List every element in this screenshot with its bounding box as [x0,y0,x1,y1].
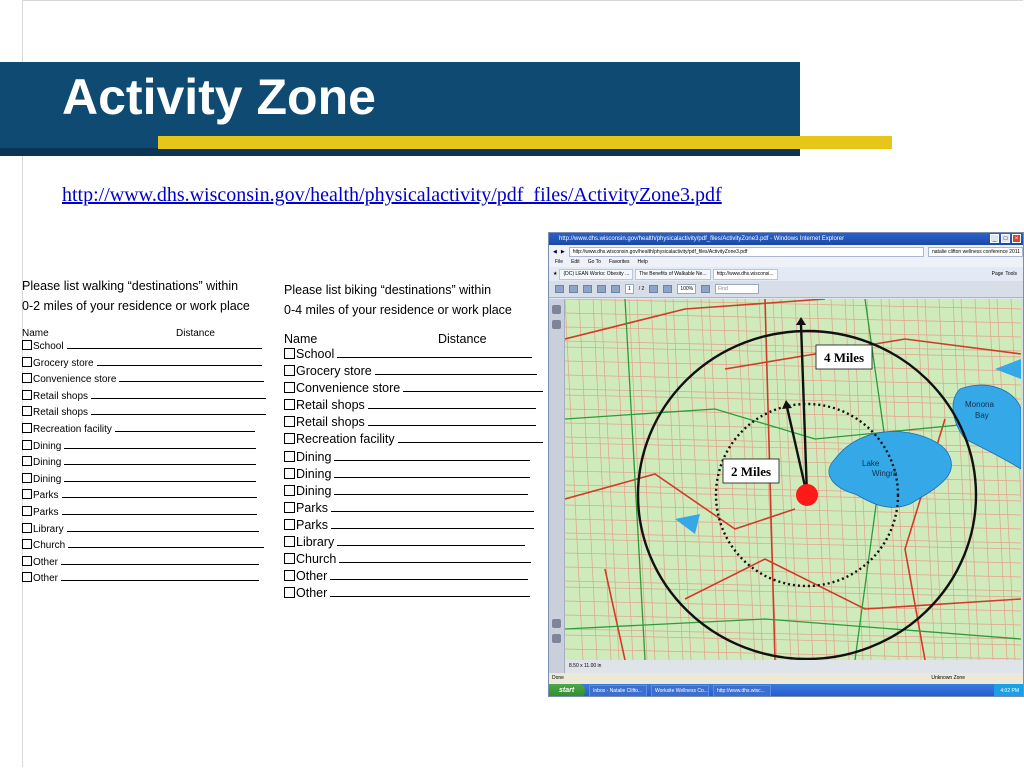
checkbox-icon[interactable] [284,416,295,427]
fill-in-line[interactable] [331,527,534,529]
fill-in-line[interactable] [330,595,530,597]
address-bar [549,245,1023,258]
bay-label-line1: Monona [965,400,994,409]
checkbox-icon[interactable] [284,587,295,598]
biking-heading-2: 0-4 miles of your residence or work place [284,303,512,317]
walking-item[interactable] [22,555,272,572]
checkbox-icon[interactable] [22,556,32,566]
fill-in-line[interactable] [61,563,259,565]
pdf-viewer [549,299,1024,673]
fill-in-line[interactable] [91,413,266,415]
fill-in-line[interactable] [368,407,536,409]
walking-item-label: Grocery store [33,357,94,369]
fill-in-line[interactable] [403,390,543,392]
biking-item[interactable] [284,500,554,517]
biking-item-label: Retail shops [296,398,365,413]
walking-column-headers [22,328,272,339]
biking-item[interactable] [284,363,554,380]
biking-item-label: Parks [296,517,328,532]
taskbar-item-worksite[interactable]: Worksite Wellness Co... [651,685,709,697]
biking-item[interactable] [284,346,554,363]
fill-in-line[interactable] [368,424,536,426]
window-controls [990,234,1021,243]
checkbox-icon[interactable] [22,423,32,433]
taskbar-item-browser[interactable]: http://www.dhs.wisc... [713,685,771,697]
biking-item-label: Other [296,569,328,584]
fill-in-line[interactable] [398,441,543,443]
fill-in-line[interactable] [61,579,259,581]
fill-in-line[interactable] [339,561,531,563]
taskbar [549,684,1024,697]
biking-item[interactable] [284,483,554,500]
pdf-side-panel [549,299,565,673]
biking-item[interactable] [284,449,554,466]
walking-item[interactable] [22,472,272,489]
tab-1[interactable]: (DC) LEAN Works: Obesity ... [559,269,633,280]
biking-item-label: Recreation facility [296,432,395,447]
fill-in-line[interactable] [64,447,256,449]
zoom-in-icon[interactable] [663,285,672,293]
fill-in-line[interactable] [331,510,534,512]
print-icon[interactable] [569,285,578,293]
page-menu[interactable]: Page [991,271,1004,277]
window-title: http://www.dhs.wisconsin.gov/health/physicalactivity/pdf_files/ActivityZone3.pdf - Windows Internet Explorer [559,236,845,242]
biking-item-label: Grocery store [296,364,372,379]
biking-item[interactable] [284,380,554,397]
checkbox-icon[interactable] [284,485,295,496]
lake-label-line1: Lake [862,459,880,468]
walking-item-label: Retail shops [33,407,89,419]
fill-in-line[interactable] [67,347,262,349]
status-bar [549,673,1024,684]
tools-menu[interactable]: Tools [1005,271,1017,277]
checkbox-icon[interactable] [22,373,32,383]
zoom-field[interactable]: 100% [677,284,696,294]
checkbox-icon[interactable] [284,348,295,359]
favorites-star-icon[interactable]: ★ [553,271,558,277]
comments-icon[interactable] [552,619,561,628]
fill-in-line[interactable] [375,373,537,375]
save-icon[interactable] [555,285,564,293]
fill-in-line[interactable] [62,513,257,515]
minimize-icon[interactable]: _ [990,234,999,243]
checkbox-icon[interactable] [22,440,32,450]
walking-item-label: Library [33,523,64,535]
fill-in-line[interactable] [334,476,530,478]
walking-items [22,339,272,588]
tab-2[interactable]: The Benefits of Walkable Ne... [635,269,710,280]
fill-in-line[interactable] [97,364,262,366]
menu-edit[interactable]: Edit [571,259,580,265]
fill-in-line[interactable] [67,530,259,532]
biking-item[interactable] [284,551,554,568]
start-button[interactable]: start [549,684,585,697]
tab-bar [549,267,1023,281]
biking-item-label: Retail shops [296,415,365,430]
checkbox-icon[interactable] [284,553,295,564]
back-icon[interactable]: ◀ [553,248,557,255]
zoom-out-icon[interactable] [649,285,658,293]
checkbox-icon[interactable] [284,519,295,530]
biking-item-label: Dining [296,483,332,498]
biking-item[interactable] [284,517,554,534]
walking-col-name: Name [22,328,49,339]
four-mile-label: 4 Miles [823,350,865,365]
search-input[interactable]: natalie clifton wellness conference 2011 [928,247,1023,257]
checkbox-icon[interactable] [284,468,295,479]
browser-screenshot [548,232,1024,697]
origin-marker [796,484,818,506]
checkbox-icon[interactable] [22,456,32,466]
walking-heading-1: Please list walking “destinations” within [22,279,239,293]
activity-zone-map [565,299,1021,660]
checkbox-icon[interactable] [284,433,295,444]
security-zone: Unknown Zone [931,675,965,681]
walking-item-label: Other [33,556,59,568]
fill-in-line[interactable] [119,380,264,382]
biking-item[interactable] [284,414,554,431]
bookmarks-icon[interactable] [552,320,561,329]
walking-item-label: Other [33,573,59,585]
biking-item-label: Church [296,552,337,567]
biking-item-label: Dining [296,466,332,481]
taskbar-item-inbox[interactable]: Inbox - Natalie Clifto... [589,685,647,697]
walking-item-label: Parks [33,506,59,518]
biking-item-label: School [296,347,335,361]
walking-item[interactable] [22,455,272,472]
page-number-field[interactable]: 1 [625,284,634,294]
checkbox-icon[interactable] [284,451,295,462]
page-size: 8.50 x 11.00 in [565,660,1021,673]
forward-icon[interactable]: ▶ [560,248,565,255]
walking-col-distance: Distance [176,328,215,339]
taskbar-clock: 4:02 PM [994,684,1024,697]
walking-item[interactable] [22,389,272,406]
walking-item[interactable] [22,356,272,373]
biking-item-label: Library [296,535,335,550]
walking-item[interactable] [22,488,272,505]
walking-item[interactable] [22,505,272,522]
checkbox-icon[interactable] [22,473,32,483]
walking-item[interactable] [22,422,272,439]
checkbox-icon[interactable] [284,399,295,410]
biking-heading-1: Please list biking “destinations” within [284,283,492,297]
tab-3[interactable]: http://www.dhs.wisconsi... [713,269,778,280]
maximize-icon[interactable]: □ [1001,234,1010,243]
walking-item-label: School [33,341,64,352]
biking-item[interactable] [284,585,554,602]
close-icon[interactable]: × [1012,234,1021,243]
biking-list [284,280,554,602]
checkbox-icon[interactable] [22,489,32,499]
checkbox-icon[interactable] [22,539,32,549]
address-input[interactable]: http://www.dhs.wisconsin.gov/health/physicalactivity/pdf_files/ActivityZone3.pdf [569,247,924,257]
fill-in-line[interactable] [91,397,266,399]
menu-file[interactable]: File [555,259,564,265]
fill-in-line[interactable] [330,578,528,580]
checkbox-icon[interactable] [22,506,32,516]
fill-in-line[interactable] [68,546,264,548]
biking-item-label: Dining [296,449,332,464]
lake-label-line2: Wingra [872,469,898,478]
checkbox-icon[interactable] [22,572,32,582]
accent-bar [158,136,892,149]
walking-item-label: Retail shops [33,390,89,402]
walking-item-label: Recreation facility [33,423,112,435]
fill-in-line[interactable] [334,493,528,495]
walking-item[interactable] [22,538,272,555]
checkbox-icon[interactable] [284,536,295,547]
walking-item[interactable] [22,372,272,389]
fit-page-icon[interactable] [701,285,710,293]
checkbox-icon[interactable] [22,406,32,416]
biking-item[interactable] [284,534,554,551]
checkbox-icon[interactable] [22,523,32,533]
walking-item[interactable] [22,522,272,539]
checkbox-icon[interactable] [284,502,295,513]
slide-title: Activity Zone [62,69,376,125]
attachments-icon[interactable] [552,634,561,643]
page-down-icon[interactable] [611,285,620,293]
title-band-shadow [0,148,800,156]
fill-in-line[interactable] [64,480,256,482]
checkbox-icon[interactable] [284,382,295,393]
checkbox-icon[interactable] [22,390,32,400]
email-icon[interactable] [583,285,592,293]
menu-help[interactable]: Help [637,259,648,265]
pages-icon[interactable] [552,305,561,314]
checkbox-icon[interactable] [284,570,295,581]
fill-in-line[interactable] [64,463,256,465]
biking-column-headers [284,332,554,346]
walking-item-label: Parks [33,490,59,502]
pdf-toolbar [549,281,1023,298]
walking-item-label: Dining [33,457,62,469]
menu-goto[interactable]: Go To [587,259,601,265]
walking-item[interactable] [22,405,272,422]
fill-in-line[interactable] [62,496,257,498]
walking-heading-2: 0-2 miles of your residence or work place [22,299,250,313]
menu-bar [549,258,1023,267]
biking-items [284,346,554,602]
page-total: / 2 [638,286,645,292]
pdf-link[interactable]: http://www.dhs.wisconsin.gov/health/physicalactivity/pdf_files/ActivityZone3.pdf [62,184,722,206]
checkbox-icon[interactable] [284,365,295,376]
fill-in-line[interactable] [115,430,255,432]
walking-item[interactable] [22,571,272,588]
walking-item-label: Convenience store [33,374,117,386]
fill-in-line[interactable] [334,459,530,461]
checkbox-icon[interactable] [22,357,32,367]
biking-item[interactable] [284,466,554,483]
menu-favorites[interactable]: Favorites [608,259,630,265]
browser-titlebar [549,233,1023,245]
biking-item-label: Other [296,586,328,601]
walking-list [22,276,272,588]
biking-item[interactable] [284,568,554,585]
find-field[interactable]: Find [715,284,759,294]
biking-item-label: Convenience store [296,381,401,396]
walking-item-label: Dining [33,473,62,485]
two-mile-label: 2 Miles [730,464,772,479]
page-up-icon[interactable] [597,285,606,293]
biking-col-distance: Distance [438,332,487,346]
biking-item[interactable] [284,431,554,448]
checkbox-icon[interactable] [22,340,32,350]
walking-item-label: Dining [33,440,62,452]
walking-item[interactable] [22,339,272,356]
walking-item[interactable] [22,439,272,456]
fill-in-line[interactable] [337,544,525,546]
fill-in-line[interactable] [337,356,532,358]
biking-item[interactable] [284,397,554,414]
biking-item-label: Parks [296,500,328,515]
walking-item-label: Church [33,540,66,552]
biking-col-name: Name [284,332,318,346]
status-text: Done [552,675,564,681]
bay-label-line2: Bay [975,411,989,420]
